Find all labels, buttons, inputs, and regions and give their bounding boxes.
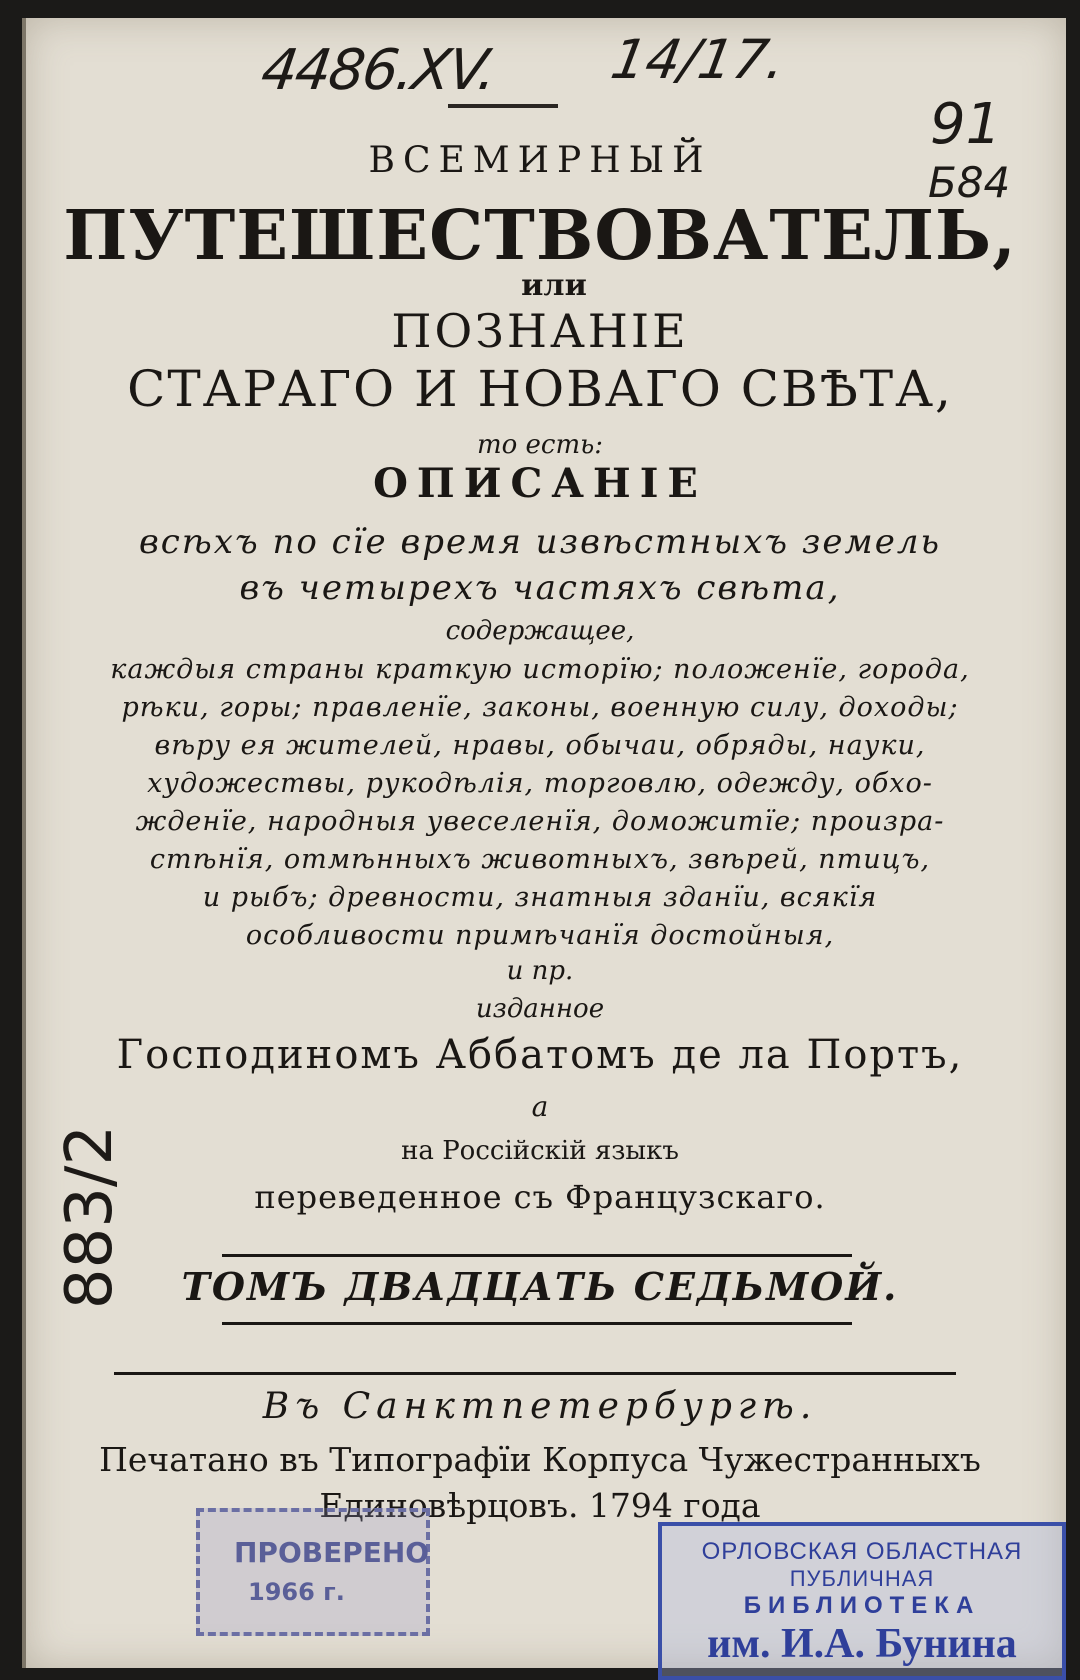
imprint-place: Въ Санктпетербургѣ. bbox=[262, 1386, 818, 1427]
checked-stamp bbox=[196, 1508, 430, 1636]
contents-line-7: и рыбъ; древности, знатныя зданїи, всякїя bbox=[202, 882, 878, 913]
and-label: а bbox=[531, 1090, 549, 1123]
volume-rule-top bbox=[222, 1254, 852, 1257]
translated-line: переведенное съ Французскаго. bbox=[254, 1178, 826, 1216]
checked-stamp-year: 1966 г. bbox=[248, 1578, 345, 1606]
shelfmark-mid: 14/17. bbox=[606, 28, 791, 91]
title-worlds: СТАРАГО И НОВАГО СВѢТА, bbox=[127, 360, 953, 418]
contents-line-1: каждыя страны краткую исторїю; положенїе, города, bbox=[110, 654, 970, 685]
imprint-printer: Печатано въ Типографїи Корпуса Чужестранныхъ bbox=[99, 1440, 981, 1479]
contents-label: содержащее, bbox=[445, 616, 635, 646]
contents-line-5: жденїе, народныя увеселенїя, доможитїе; произра- bbox=[135, 806, 945, 837]
language-line: на Россійскій языкъ bbox=[401, 1136, 679, 1166]
title-knowledge: ПОЗНАНІЕ bbox=[391, 304, 689, 358]
title-or: или bbox=[521, 268, 587, 303]
library-stamp-line-2: ПУБЛИЧНАЯ bbox=[789, 1566, 935, 1591]
number-right: Б84 bbox=[928, 158, 1011, 207]
title-small: ВСЕМИРНЫЙ bbox=[368, 140, 712, 181]
shelfmark-underline bbox=[448, 104, 558, 108]
subtitle-line-2: въ четырехъ частяхъ свѣта, bbox=[239, 568, 841, 608]
contents-line-6: стѣнїя, отмѣнныхъ животныхъ, звѣрей, птицъ, bbox=[149, 844, 931, 875]
contents-line-8: особливости примѣчанїя достойныя, bbox=[245, 920, 835, 951]
title-main: ПУТЕШЕСТВОВАТЕЛЬ, bbox=[63, 196, 1017, 276]
description-heading: ОПИСАНІЕ bbox=[373, 460, 707, 507]
side-number: 883/2 bbox=[53, 1124, 127, 1310]
library-stamp bbox=[658, 1522, 1066, 1680]
imprint-rule bbox=[114, 1372, 956, 1375]
library-stamp-line-4: им. И.А. Бунина bbox=[707, 1621, 1017, 1667]
published-label: изданное bbox=[475, 994, 605, 1024]
volume-title: ТОМЪ ДВАДЦАТЬ СЕДЬМОЙ. bbox=[181, 1264, 899, 1309]
contents-line-3: вѣру ея жителей, нравы, обычаи, обряды, науки, bbox=[154, 730, 926, 761]
shelfmark-left: 4486.XV. bbox=[257, 38, 499, 103]
that-is: то есть: bbox=[476, 430, 604, 460]
imprint-year: Единовѣрцовъ. 1794 года bbox=[319, 1486, 761, 1525]
volume-rule-bottom bbox=[222, 1322, 852, 1325]
library-stamp-line-1: ОРЛОВСКАЯ ОБЛАСТНАЯ bbox=[701, 1538, 1023, 1565]
contents-line-2: рѣки, горы; правленїе, законы, военную силу, доходы; bbox=[121, 692, 959, 723]
library-stamp-line-3: БИБЛИОТЕКА bbox=[743, 1592, 981, 1619]
contents-line-4: художествы, рукодѣлія, торговлю, одежду, обхо- bbox=[147, 768, 933, 799]
number-right-top: 91 bbox=[930, 92, 1002, 157]
subtitle-line-1: всѣхъ по сїе время извѣстныхъ земель bbox=[138, 522, 942, 562]
checked-stamp-label: ПРОВЕРЕНО bbox=[234, 1536, 430, 1569]
author-line: Господиномъ Аббатомъ де ла Портъ, bbox=[116, 1032, 964, 1078]
contents-etc: и пр. bbox=[506, 956, 574, 986]
